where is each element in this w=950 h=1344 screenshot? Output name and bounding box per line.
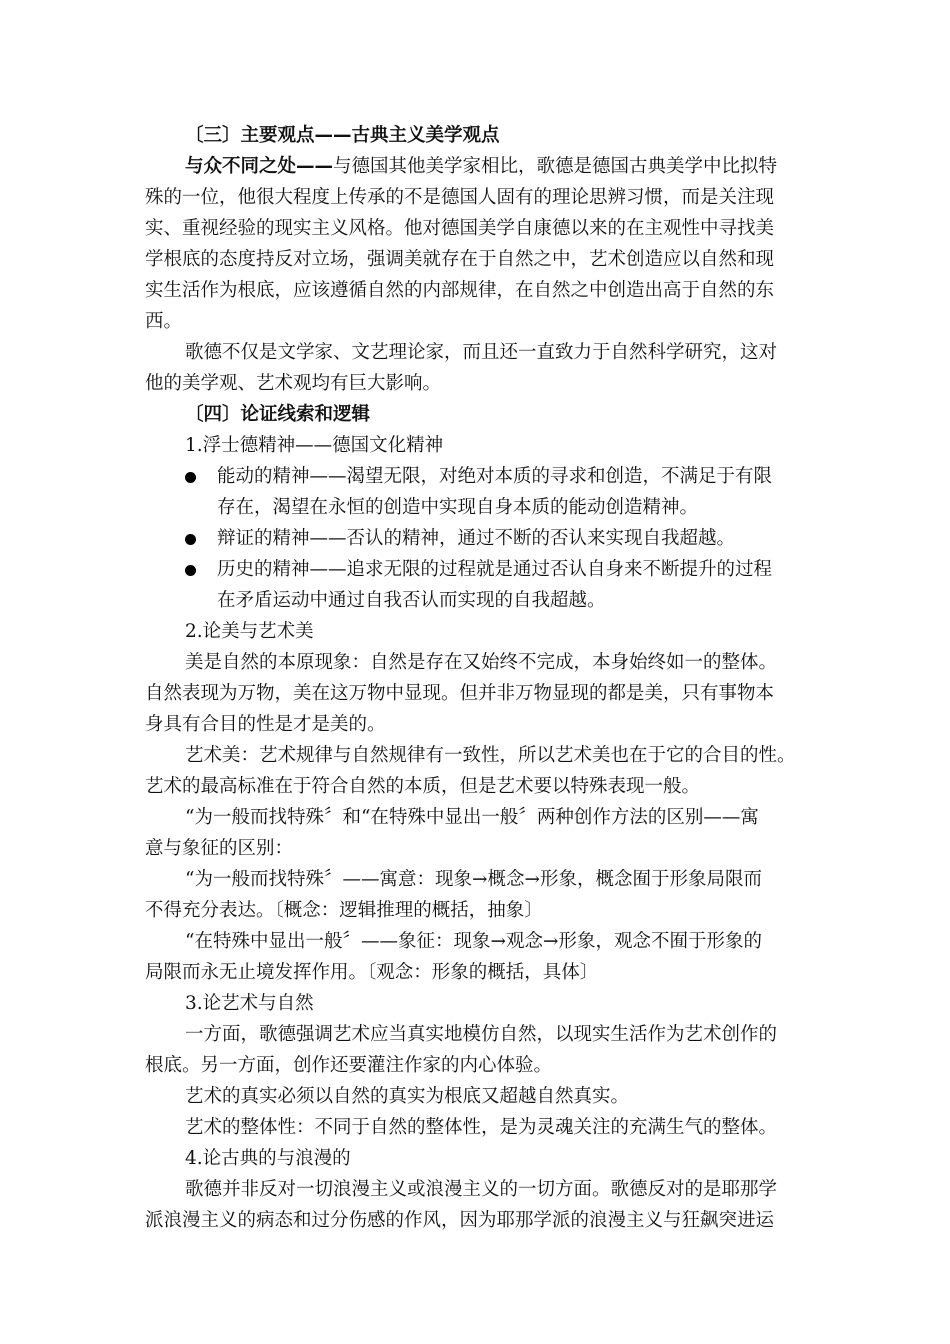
text-line: 不得充分表达。〔概念：逻辑推理的概括，抽象〕	[145, 900, 543, 921]
text-line: “为一般而找特殊〞和“在特殊中显出一般〞两种创作方法的区别——寓	[185, 807, 759, 828]
paragraph	[145, 1174, 810, 1236]
text-line: 艺术美：艺术规律与自然规律有一致性，所以艺术美也在于它的合目的性。	[185, 745, 796, 766]
text-line: “为一般而找特殊〞——寓意：现象→概念→形象，概念囿于形象局限而	[185, 869, 762, 890]
text-line: 身具有合目的性是才是美的。	[145, 714, 386, 735]
subsection-2-title: 2.论美与艺术美	[185, 621, 314, 642]
text-line: 殊的一位，他很大程度上传承的不是德国人固有的理论思辨习惯，而是关注现	[145, 187, 775, 208]
text-line: 他的美学观、艺术观均有巨大影响。	[145, 373, 442, 394]
bullet-list	[145, 461, 810, 616]
text-line: 自然表现为万物，美在这万物中显现。但并非万物显现的都是美，只有事物本	[145, 683, 775, 704]
bullet-icon	[185, 472, 196, 483]
subsection-3-title: 3.论艺术与自然	[185, 993, 314, 1014]
text-line: 实、重视经验的现实主义风格。他对德国美学自康德以来的在主观性中寻找美	[145, 218, 775, 239]
text-line: 历史的精神——追求无限的过程就是通过否认自身来不断提升的过程	[217, 559, 773, 580]
text-line: 美是自然的本原现象：自然是存在又始终不完成，本身始终如一的整体。	[185, 652, 778, 673]
paragraph	[145, 1019, 810, 1081]
text-line: 局限而永无止境发挥作用。〔观念：形象的概括，具体〕	[145, 962, 599, 983]
paragraph	[145, 926, 810, 988]
text-line: 实生活作为根底，应该遵循自然的内部规律，在自然之中创造出高于自然的东	[145, 280, 775, 301]
paragraph	[145, 647, 810, 740]
text-line: “在特殊中显出一般〞——象征：现象→观念→形象，观念不囿于形象的	[185, 931, 762, 952]
text-line: 存在，渴望在永恒的创造中实现自身本质的能动创造精神。	[217, 497, 699, 518]
text-line: 派浪漫主义的病态和过分伤感的作风，因为耶那学派的浪漫主义与狂飙突进运	[145, 1210, 775, 1231]
paragraph	[145, 802, 810, 864]
text-line: 歌德并非反对一切浪漫主义或浪漫主义的一切方面。歌德反对的是耶那学	[185, 1179, 778, 1200]
text-line: 学根底的态度持反对立场，强调美就存在于自然之中，艺术创造应以自然和现	[145, 249, 775, 270]
subsection-4-title: 4.论古典的与浪漫的	[185, 1148, 351, 1169]
list-item	[145, 554, 810, 616]
paragraph	[145, 740, 810, 802]
text-line: 意与象征的区别：	[145, 838, 294, 859]
bullet-icon	[185, 534, 196, 545]
paragraph	[145, 864, 810, 926]
text-line: 在矛盾运动中通过自我否认而实现的自我超越。	[217, 590, 606, 611]
text-line: 与德国其他美学家相比，歌德是德国古典美学中比拟特	[333, 156, 778, 177]
text-line: 歌德不仅是文学家、文艺理论家，而且还一直致力于自然科学研究，这对	[185, 342, 778, 363]
subsection-1-title: 1.浮士德精神——德国文化精神	[185, 435, 444, 456]
paragraph: 艺术的真实必须以自然的真实为根底又超越自然真实。	[185, 1086, 630, 1107]
text-line: 辩证的精神——否认的精神，通过不断的否认来实现自我超越。	[217, 528, 736, 549]
paragraph: 艺术的整体性：不同于自然的整体性，是为灵魂关注的充满生气的整体。	[185, 1117, 778, 1138]
paragraph-lead: 与众不同之处——	[185, 156, 334, 177]
section-3-paragraph-2	[145, 337, 810, 399]
section-3-heading: 〔三〕主要观点——古典主义美学观点	[185, 125, 500, 146]
section-4-heading: 〔四〕论证线索和逻辑	[185, 404, 371, 425]
document-page	[145, 120, 810, 1236]
text-line: 能动的精神——渴望无限，对绝对本质的寻求和创造，不满足于有限	[217, 466, 773, 487]
section-3-paragraph-1	[145, 151, 810, 337]
list-item	[145, 461, 810, 523]
bullet-icon	[185, 565, 196, 576]
text-line: 艺术的最高标准在于符合自然的本质，但是艺术要以特殊表现一般。	[145, 776, 701, 797]
text-line: 西。	[145, 311, 183, 332]
list-item	[145, 523, 810, 554]
text-line: 根底。另一方面，创作还要灌注作家的内心体验。	[145, 1055, 553, 1076]
text-line: 一方面，歌德强调艺术应当真实地模仿自然，以现实生活作为艺术创作的	[185, 1024, 778, 1045]
